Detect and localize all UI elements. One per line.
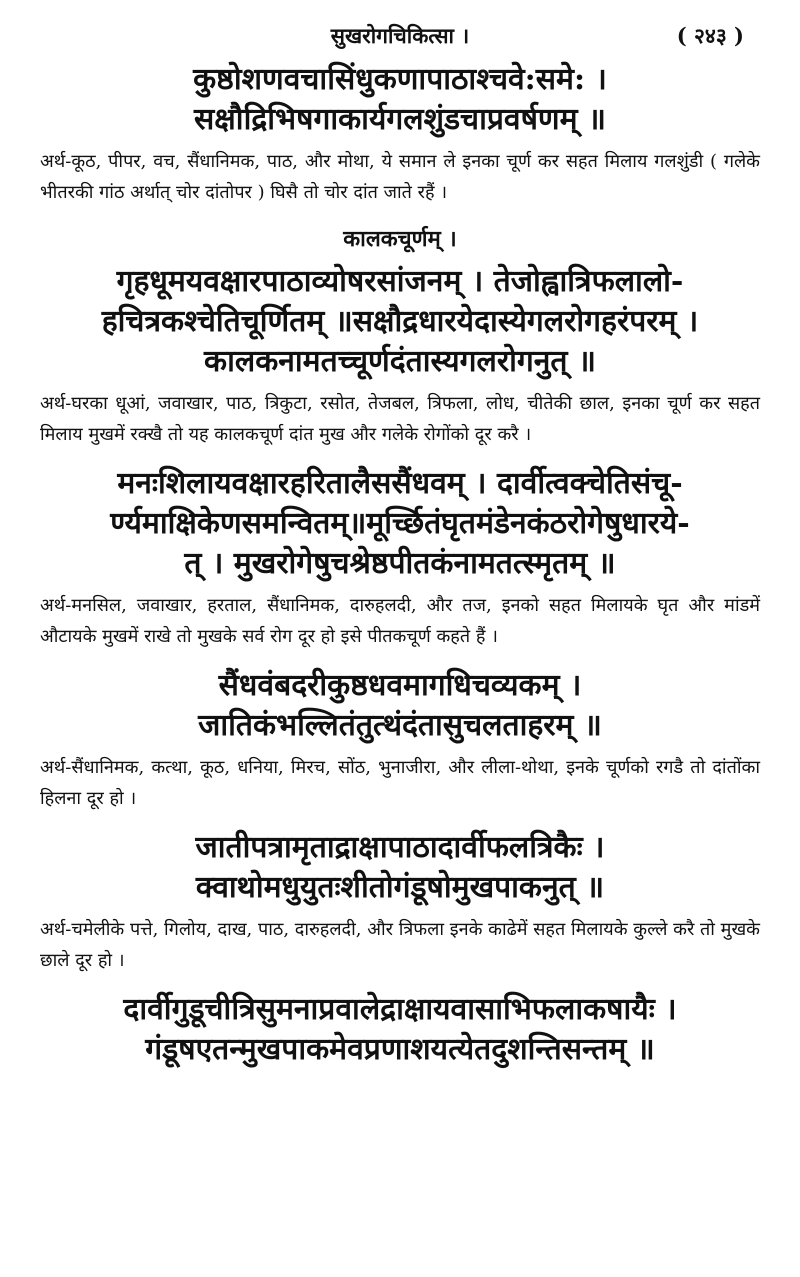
running-title: सुखरोगचिकित्सा । bbox=[330, 23, 470, 48]
verse-line: हचित्रकश्चेतिचूर्णितम् ॥सक्षौद्रधारयेदास्येगलरोगहरंपरम् । bbox=[101, 304, 699, 339]
verse-line: कालकनामतच्चूर्णदंतास्यगलरोगनुत् ॥ bbox=[204, 344, 596, 379]
verse-line: कुष्ठोशणवचासिंधुकणापाठाश्चवे:समे: । bbox=[193, 62, 607, 97]
gloss-pitaka: अर्थ-मनसिल, जवाखार, हरताल, सैंधानिमक, दारुहलदी, और तज, इनको सहत मिलायके घृत और मांडमें औटायके मुखमें राखे तो मुखके सर्व रोग दूर हो इसे पीतकचूर्ण कहते हैं । bbox=[40, 595, 760, 647]
page-number: ( २४३ ) bbox=[676, 23, 744, 48]
verse-jatipatra bbox=[40, 828, 760, 908]
page-body bbox=[40, 60, 760, 1070]
gloss-jatipatra: अर्थ-चमेलीके पत्ते, गिलोय, दाख, पाठ, दारुहलदी, और त्रिफला इनके काढेमें सहत मिलायके कुल्ले करै तो मुखके छाले दूर हो । bbox=[40, 919, 760, 971]
running-header bbox=[40, 18, 760, 54]
verse-line: र्ण्यमाक्षिकेणसमन्वितम्॥मूर्च्छितंघृतमंडेनकंठरोगेषुधारये- bbox=[110, 506, 690, 541]
verse-line: गृहधूमयवक्षारपाठाव्योषरसांजनम् । तेजोह्वात्रिफलालो- bbox=[116, 264, 684, 299]
verse-kushtha bbox=[40, 60, 760, 140]
verse-line: दार्वीगुडूचीत्रिसुमनाप्रवालेद्राक्षायवासाभिफलाकषायैः । bbox=[123, 992, 677, 1027]
verse-saindhava bbox=[40, 666, 760, 746]
verse-line: मनःशिलायवक्षारहरितालैससैंधवम् । दार्वीत्वक्चेतिसंचू- bbox=[117, 466, 683, 501]
verse-line: क्वाथोमधुयुतःशीतोगंडूषोमुखपाकनुत् ॥ bbox=[195, 870, 605, 905]
verse-line: जातिकंभल्लितंतुत्थंदंतासुचलताहरम् ॥ bbox=[198, 708, 602, 743]
section-heading-kalaka-churna: कालकचूर्णम् । bbox=[343, 226, 457, 252]
gloss-saindhava: अर्थ-सैंधानिमक, कत्था, कूठ, धनिया, मिरच, सोंठ, भुनाजीरा, और लीला-थोथा, इनके चूर्णको रगडै तो दांतोंका हिलना दूर हो । bbox=[40, 757, 760, 809]
gloss-kushtha: अर्थ-कूठ, पीपर, वच, सैंधानिमक, पाठ, और मोथा, ये समान ले इनका चूर्ण कर सहत मिलाय गलशुंडी ( गलेके भीतरकी गांठ अर्थात् चोर दांतोपर ) घिसै तो चोर दांत जाते रहैं । bbox=[40, 151, 760, 203]
verse-line: जातीपत्रामृताद्राक्षापाठादार्वीफलत्रिकैः । bbox=[195, 830, 605, 865]
verse-darvi bbox=[40, 990, 760, 1070]
gloss-kalaka: अर्थ-घरका धूआं, जवाखार, पाठ, त्रिकुटा, रसोत, तेजबल, त्रिफला, लोध, चीतेकी छाल, इनका चूर्ण कर सहत मिलाय मुखमें रक्खै तो यह कालकचूर्ण दांत मुख और गलेके रोगोंको दूर करै । bbox=[40, 393, 760, 445]
verse-line: गंडूषएतन्मुखपाकमेवप्रणाशयत्येतदुशन्तिसन्तम् ॥ bbox=[145, 1032, 655, 1067]
verse-kalaka bbox=[40, 262, 760, 382]
verse-line: सक्षौद्रिभिषगाकार्यगलशुंडचाप्रवर्षणम् ॥ bbox=[194, 102, 606, 137]
verse-line: सैंधवंबदरीकुष्ठधवमागधिचव्यकम् । bbox=[218, 668, 582, 703]
verse-pitaka bbox=[40, 464, 760, 584]
verse-line: त् । मुखरोगेषुचश्रेष्ठपीतकंनामतत्स्मृतम् ॥ bbox=[184, 546, 616, 581]
